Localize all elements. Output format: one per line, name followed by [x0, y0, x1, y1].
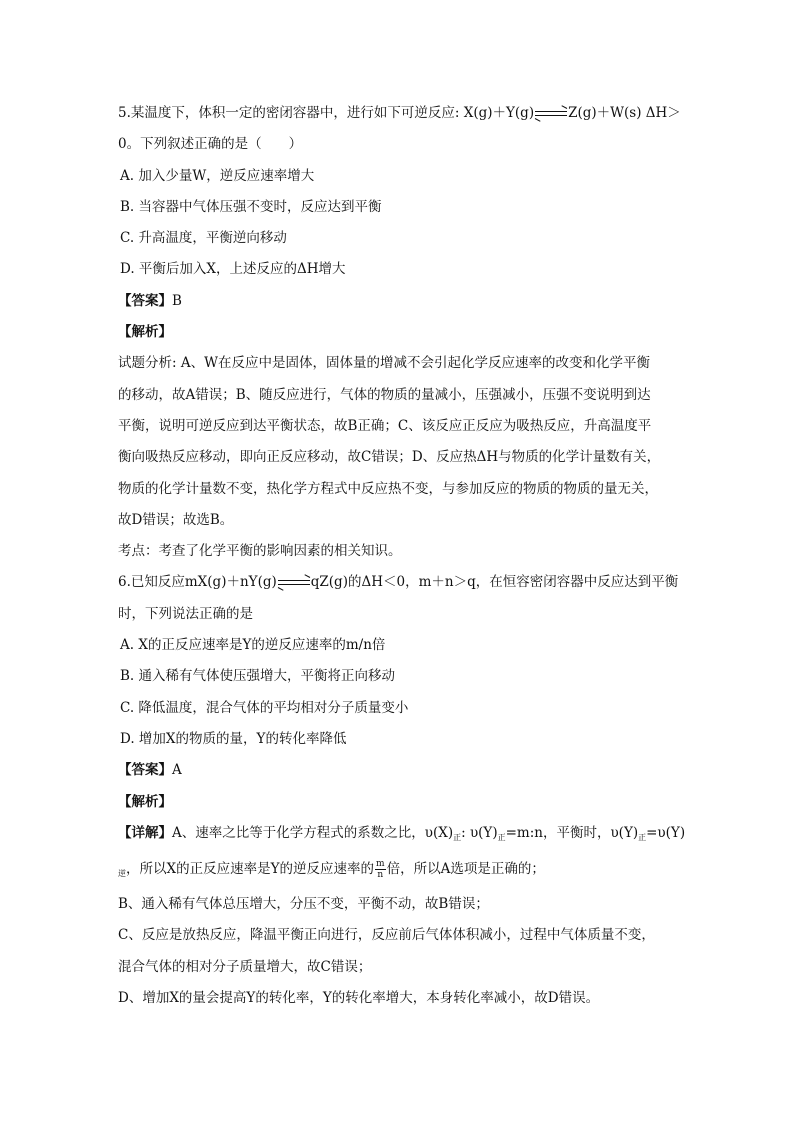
- document-page: [118, 98, 708, 1014]
- q6-answer: 【答案】A: [118, 762, 182, 779]
- q5-option-a: A. 加入少量W，逆反应速率增大: [120, 167, 315, 184]
- q6-detail-a-line2: $_逆$，所以X的正反应速率是Y的逆反应速率的 $\frac{m}{n}$ 倍，所以A选项是正确的；: [118, 859, 545, 881]
- q6-stem-line1: 6.已知反应mX(g)＋nY(g) qZ(g)的ΔH＜0，m＋n＞q，在恒容密闭容器中反应达到平衡: [118, 574, 679, 591]
- q5-analysis-line: 衡向吸热反应移动，即向正反应移动，故C错误；D、反应热ΔH与物质的化学计量数有关，: [118, 449, 661, 466]
- q5-analysis-line: 故D错误；故选B。: [118, 511, 234, 528]
- equilibrium-arrow-icon: [278, 578, 310, 588]
- q5-kaodian: 考点：考查了化学平衡的影响因素的相关知识。: [118, 543, 402, 560]
- q5-option-c: C. 升高温度，平衡逆向移动: [120, 230, 287, 247]
- q6-stem-line2: 时，下列说法正确的是: [118, 605, 253, 622]
- q6-detail-line: 混合气体的相对分子质量增大，故C错误；: [118, 958, 372, 975]
- q5-stem-line1: 5.某温度下，体积一定的密闭容器中，进行如下可逆反应: X(g)＋Y(g) Z(g)＋W(s) ΔH＞: [118, 105, 681, 121]
- equilibrium-arrow-icon: [535, 109, 567, 119]
- q5-analysis-line: 的移动，故A错误；B、随反应进行，气体的物质的量减小，压强减小，压强不变说明到达: [118, 386, 651, 403]
- q5-analysis-line: 试题分析: A、W在反应中是固体，固体量的增减不会引起化学反应速率的改变和化学平衡: [118, 355, 650, 372]
- q6-option-c: C. 降低温度，混合气体的平均相对分子质量变小: [120, 699, 409, 716]
- q6-option-a: A. X的正反应速率是Y的逆反应速率的m/n倍: [120, 637, 386, 654]
- q5-answer: 【答案】B: [118, 292, 182, 309]
- q6-option-b: B. 通入稀有气体使压强增大，平衡将正向移动: [120, 668, 396, 685]
- q6-detail-line: C、反应是放热反应，降温平衡正向进行，反应前后气体体积减小，过程中气体质量不变，: [118, 927, 655, 944]
- q5-analysis-label: 【解析】: [118, 324, 172, 341]
- q5-option-b: B. 当容器中气体压强不变时，反应达到平衡: [120, 198, 382, 215]
- q6-analysis-label: 【解析】: [118, 793, 172, 810]
- q6-option-d: D. 增加X的物质的量，Y的转化率降低: [120, 730, 347, 747]
- q5-analysis-line: 物质的化学计量数不变，热化学方程式中反应热不变，与参加反应的物质的物质的量无关，: [118, 480, 658, 497]
- q5-stem-line2: 0。下列叙述正确的是（ ）: [118, 136, 303, 153]
- q6-detail-line: B、通入稀有气体总压增大，分压不变，平衡不动，故B错误；: [118, 896, 489, 913]
- fraction-m-over-n: $\frac{m}{n}$: [376, 859, 385, 881]
- q5-analysis-line: 平衡，说明可逆反应到达平衡状态，故B正确；C、该反应正反应为吸热反应，升高温度平: [118, 417, 652, 434]
- q6-detail-line: D、增加X的量会提高Y的转化率，Y的转化率增大，本身转化率减小，故D错误。: [118, 990, 600, 1007]
- q5-option-d: D. 平衡后加入X，上述反应的ΔH增大: [120, 261, 346, 278]
- q6-detail-a-line1: 【详解】A、速率之比等于化学方程式的系数之比，$\upsilon(X)_正$: $\upsilon(Y)_正=m:n$，平衡时，$\upsilon(Y)_正=\upsilon(Y)$: [118, 824, 686, 842]
